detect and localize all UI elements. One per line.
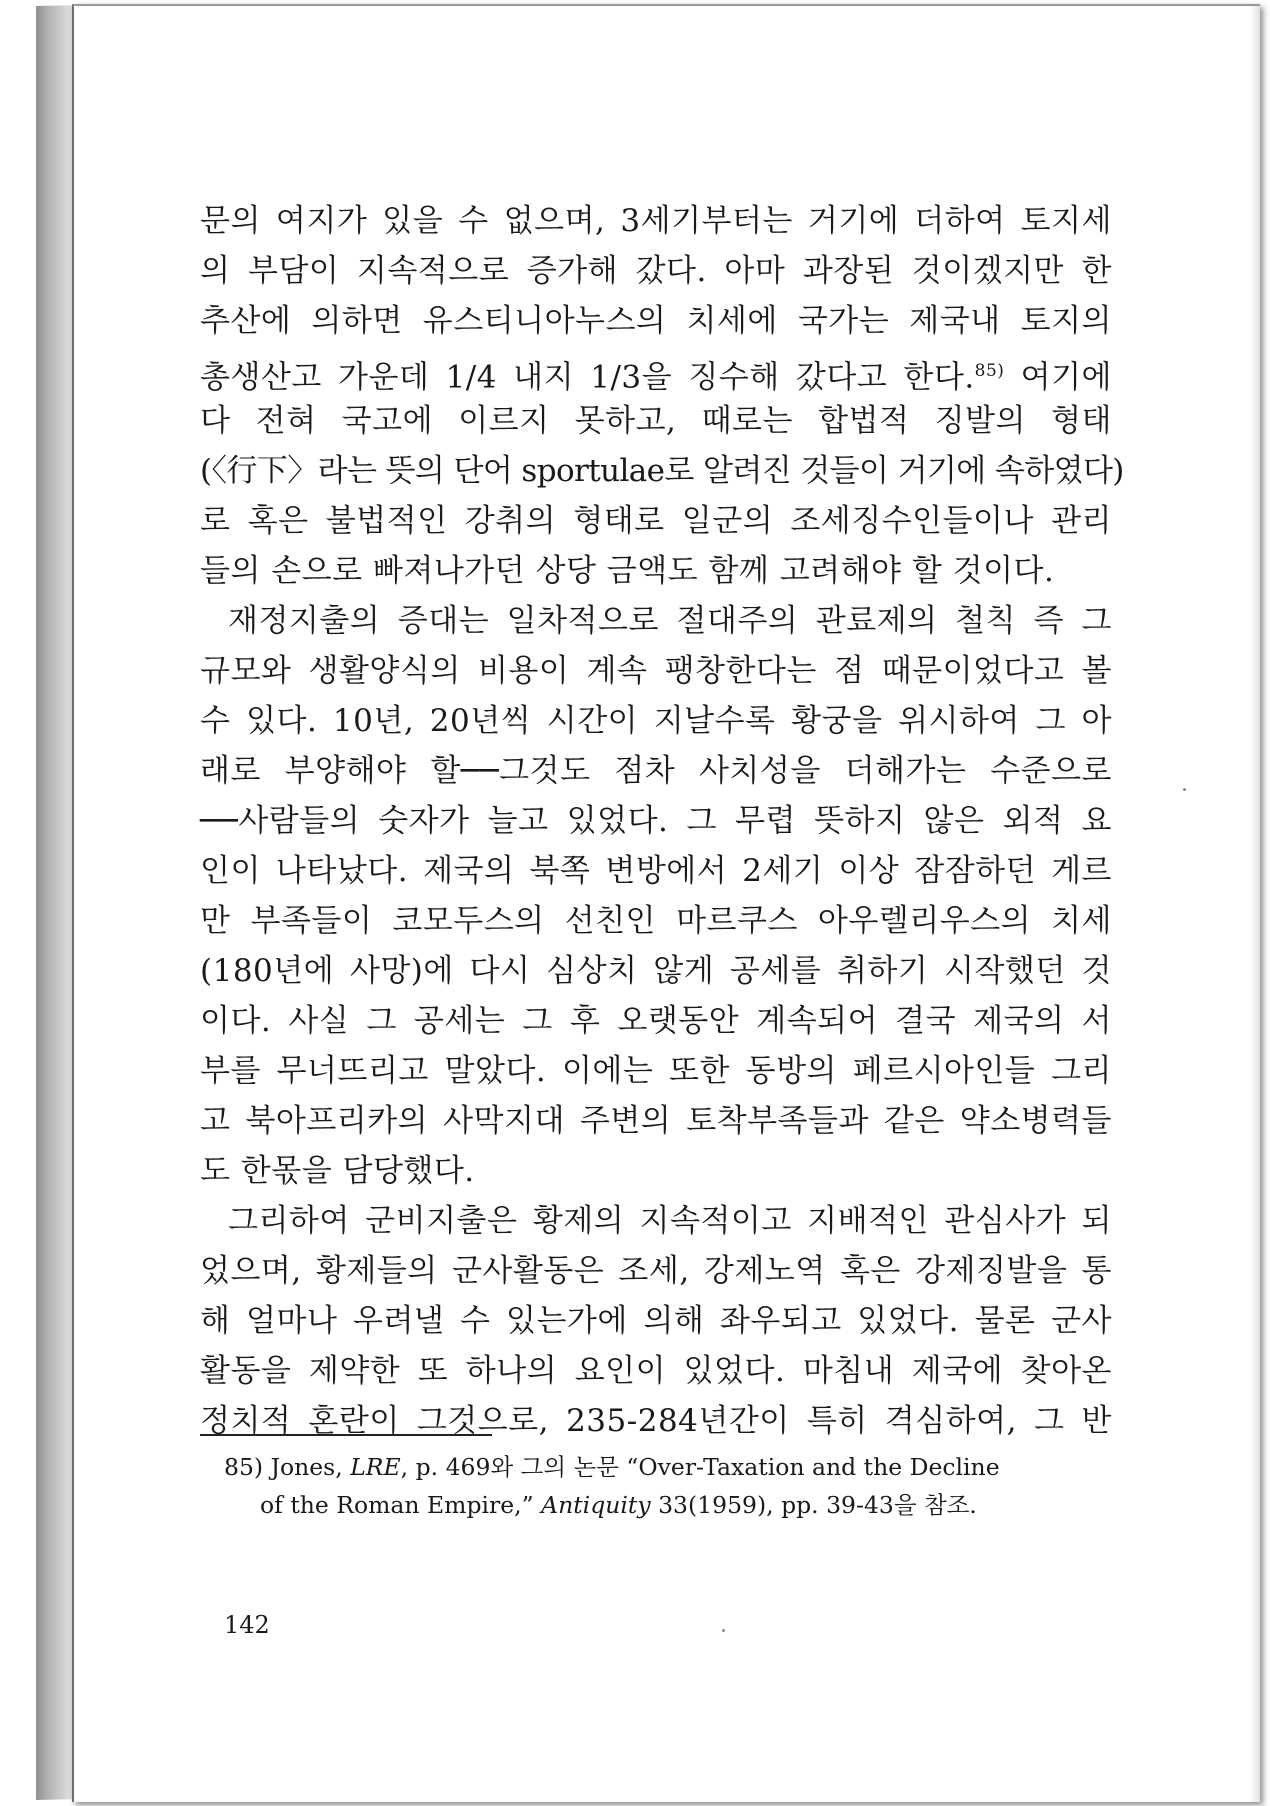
text-line: 부를 무너뜨리고 말았다. 이에는 또한 동방의 페르시아인들 그리 — [200, 1053, 1112, 1089]
book-spine-edge — [36, 5, 76, 1800]
footnote-number: 85) — [224, 1453, 264, 1481]
footnote-work: LRE — [350, 1453, 401, 1481]
text-line: 만 부족들이 코모두스의 선친인 마르쿠스 아우렐리우스의 치세 — [200, 903, 1112, 939]
text-line: 었으며, 황제들의 군사활동은 조세, 강제노역 혹은 강제징발을 통 — [200, 1253, 1112, 1289]
text-line: 의 부담이 지속적으로 증가해 갔다. 아마 과장된 것이겠지만 한 — [200, 253, 1112, 289]
text-line: ──사람들의 숫자가 늘고 있었다. 그 무렵 뜻하지 않은 외적 요 — [200, 803, 1112, 839]
text-line: 들의 손으로 빠져나가던 상당 금액도 함께 고려해야 할 것이다. — [200, 553, 1055, 589]
paragraph-start-line: 재정지출의 증대는 일차적으로 절대주의 관료제의 철칙 즉 그 — [228, 603, 1112, 639]
text-line: 해 얼마나 우려낼 수 있는가에 의해 좌우되고 있었다. 물론 군사 — [200, 1303, 1112, 1339]
page-edge-shadow — [1250, 6, 1260, 1802]
footnote-line — [200, 1448, 1112, 1486]
footnote-reference: 85) — [974, 361, 1005, 381]
footnote-divider — [200, 1434, 492, 1436]
text-line-with-footnote — [200, 346, 1112, 396]
footnote-author: Jones, — [270, 1453, 343, 1481]
footnote-article-title: of the Roman Empire,” — [260, 1491, 534, 1519]
scan-speck — [1183, 788, 1186, 791]
text-line: 로 혹은 불법적인 강취의 형태로 일군의 조세징수인들이나 관리 — [200, 503, 1112, 539]
scan-speck — [722, 1629, 725, 1632]
text-line: 추산에 의하면 유스티니아누스의 치세에 국가는 제국내 토지의 — [200, 303, 1112, 339]
paragraph-start-line: 그리하여 군비지출은 황제의 지속적이고 지배적인 관심사가 되 — [228, 1203, 1112, 1239]
text-line: 수 있다. 10년, 20년씩 시간이 지날수록 황궁을 위시하여 그 아 — [200, 703, 1112, 739]
text-line: 다 전혀 국고에 이르지 못하고, 때로는 합법적 징발의 형태 — [200, 403, 1112, 439]
text-line: 이다. 사실 그 공세는 그 후 오랫동안 계속되어 결국 제국의 서 — [200, 1003, 1112, 1039]
text-line: 문의 여지가 있을 수 없으며, 3세기부터는 거기에 더하여 토지세 — [200, 203, 1112, 239]
footnote-page-ref: , p. 469와 그의 논문 “Over-Taxation and the Decline — [400, 1453, 1000, 1481]
text-line: (180년에 사망)에 다시 심상치 않게 공세를 취하기 시작했던 것 — [200, 953, 1112, 989]
text-line: (〈行下〉라는 뜻의 단어 sportulae로 알려진 것들이 거기에 속하였다) — [200, 453, 1124, 489]
footnote-journal: Antiquity — [541, 1491, 651, 1519]
text-line: 인이 나타났다. 제국의 북쪽 변방에서 2세기 이상 잠잠하던 게르 — [200, 853, 1112, 889]
text-line: 도 한몫을 담당했다. — [200, 1153, 475, 1189]
text-line: 고 북아프리카의 사막지대 주변의 토착부족들과 같은 약소병력들 — [200, 1103, 1112, 1139]
text-line: 규모와 생활양식의 비용이 계속 팽창한다는 점 때문이었다고 볼 — [200, 653, 1112, 689]
footnote — [200, 1448, 1112, 1524]
text-line: 래로 부양해야 할──그것도 점차 사치성을 더해가는 수준으로 — [200, 753, 1112, 789]
footnote-citation: 33(1959), pp. 39-43을 참조. — [658, 1491, 977, 1519]
text-line: 정치적 혼란이 그것으로, 235-284년간이 특히 격심하여, 그 반 — [200, 1403, 1112, 1439]
body-text — [200, 196, 1124, 1446]
text-line: 활동을 제약한 또 하나의 요인이 있었다. 마침내 제국에 찾아온 — [200, 1353, 1112, 1389]
footnote-line — [200, 1486, 1112, 1524]
text-line-segment: 총생산고 가운데 1/4 내지 1/3을 징수해 갔다고 한다. — [200, 359, 975, 396]
text-line-tail: 여기에 — [1020, 359, 1112, 396]
page-number: 142 — [224, 1611, 270, 1639]
